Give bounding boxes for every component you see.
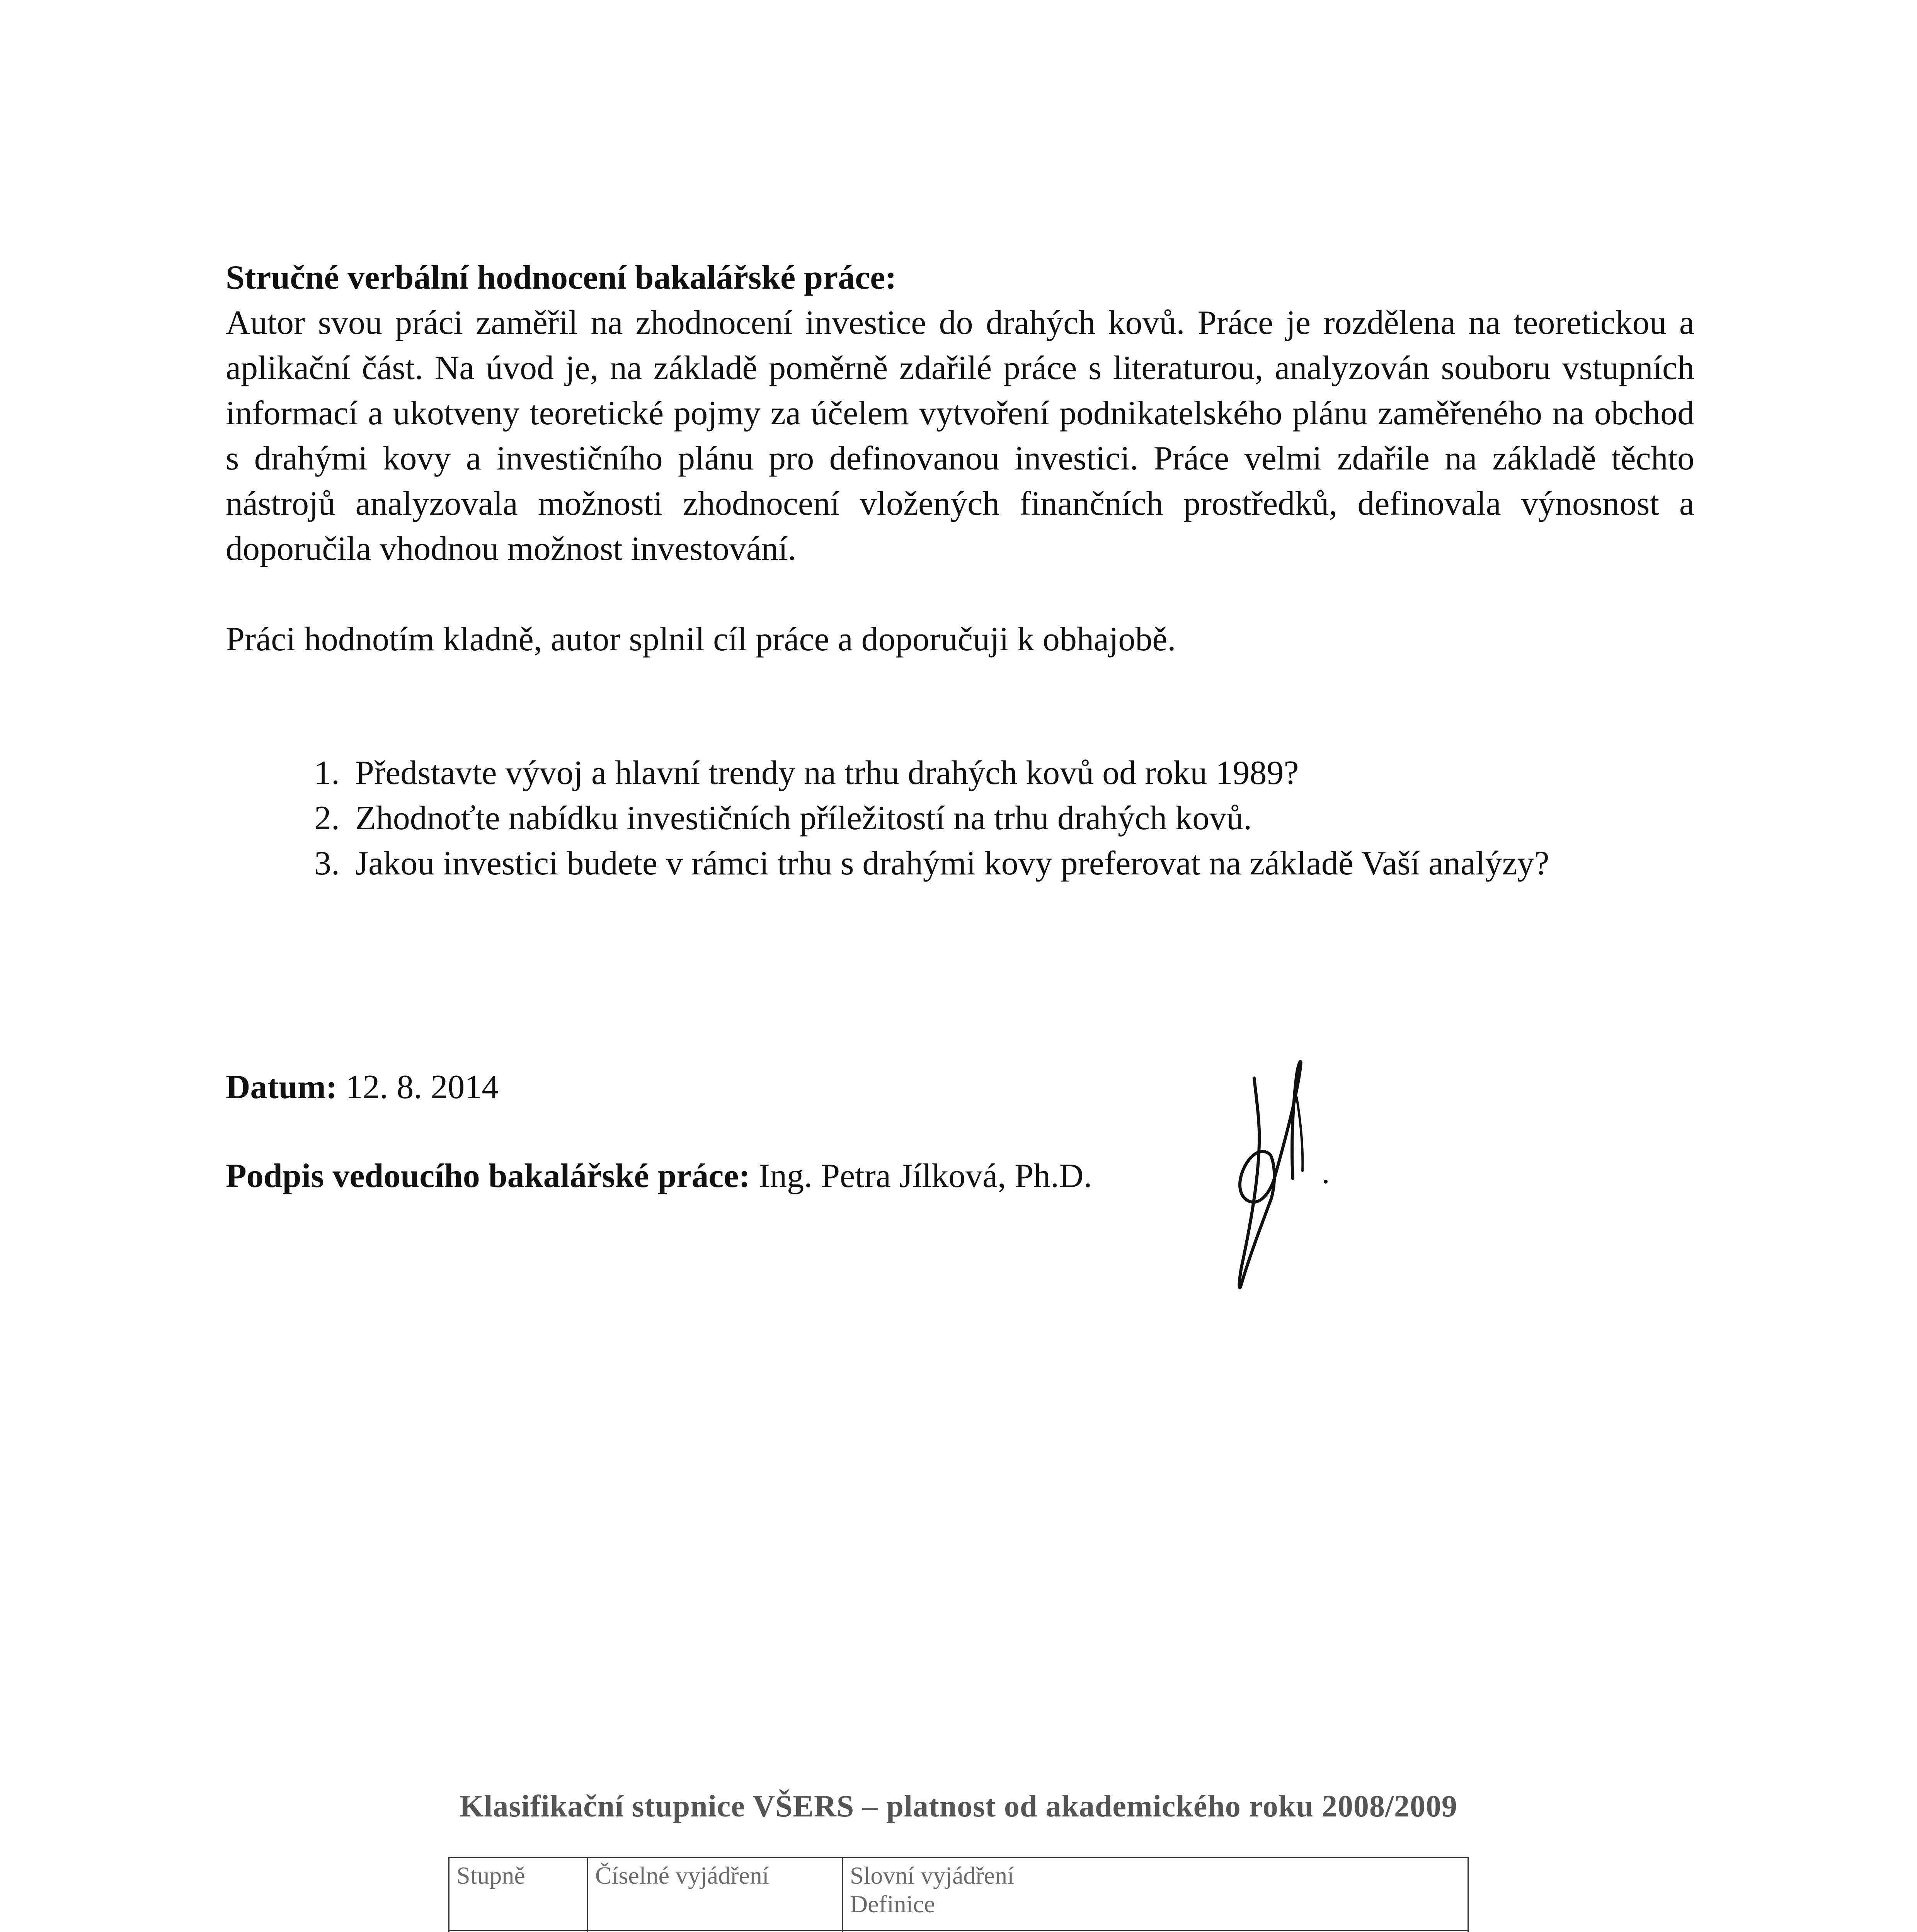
header-verbal [843, 1858, 1468, 1931]
question-number: 3. [314, 845, 340, 882]
question-item [226, 750, 1694, 796]
evaluation-section [226, 255, 1694, 662]
grading-scale [398, 1789, 1519, 1932]
grading-title: Klasifikační stupnice VŠERS – platnost od akademického roku 2008/2009 [459, 1789, 1458, 1823]
grading-table [448, 1857, 1469, 1932]
question-text: Zhodnoťte nabídku investičních příležitostí na trhu drahých kovů. [355, 799, 1252, 837]
grade-cell [449, 1931, 588, 1932]
question-text: Představte vývoj a hlavní trendy na trhu drahých kovů od roku 1989? [355, 754, 1299, 792]
question-number: 2. [314, 799, 340, 837]
date-line: Datum: 12. 8. 2014 [226, 1068, 499, 1106]
header-numeric: Číselné vyjádření [588, 1858, 843, 1931]
question-item [226, 841, 1694, 886]
question-item [226, 796, 1694, 841]
evaluation-paragraph: Autor svou práci zaměřil na zhodnocení investice do drahých kovů. Práce je rozdělena na teoretickou a aplikační část. Na úvod je, na základě poměrně zdařilé práce s literaturou, analyzován souboru vstupních informací a ukotveny teoretické pojmy za účelem vytvoření podnikatelského plánu zaměřeného na obchod s drahými kovy a investičního plánu pro definovanou investici. Práce velmi zdařile na základě těchto nástrojů analyzovala možnosti zhodnocení vložených finančních prostředků, definovala výnosnost a doporučila vhodnou možnost investování. [226, 304, 1694, 568]
evaluation-conclusion: Práci hodnotím kladně, autor splnil cíl práce a doporučuji k obhajobě. [226, 621, 1176, 658]
header-verbal-label: Slovní vyjádření [850, 1862, 1014, 1889]
table-row [449, 1931, 1468, 1932]
questions-list [226, 750, 1694, 886]
table-header-row [449, 1858, 1468, 1931]
question-text: Jakou investici budete v rámci trhu s drahými kovy preferovat na základě Vaší analýzy? [355, 845, 1549, 882]
header-definition-label: Definice [850, 1890, 935, 1918]
numeric-cell [588, 1931, 843, 1932]
signature-line: Podpis vedoucího bakalářské práce: Ing. Petra Jílková, Ph.D. [226, 1157, 1092, 1195]
evaluation-heading: Stručné verbální hodnocení bakalářské práce: [226, 259, 897, 296]
date-value: 12. 8. 2014 [346, 1068, 499, 1106]
signature-label: Podpis vedoucího bakalářské práce [226, 1157, 739, 1195]
handwritten-signature [1217, 1051, 1341, 1298]
verbal-cell [843, 1931, 1468, 1932]
supervisor-name: Ing. Petra Jílková, Ph.D. [758, 1157, 1092, 1195]
question-number: 1. [314, 754, 340, 792]
date-label: Datum [226, 1068, 326, 1106]
header-grade: Stupně [449, 1858, 588, 1931]
